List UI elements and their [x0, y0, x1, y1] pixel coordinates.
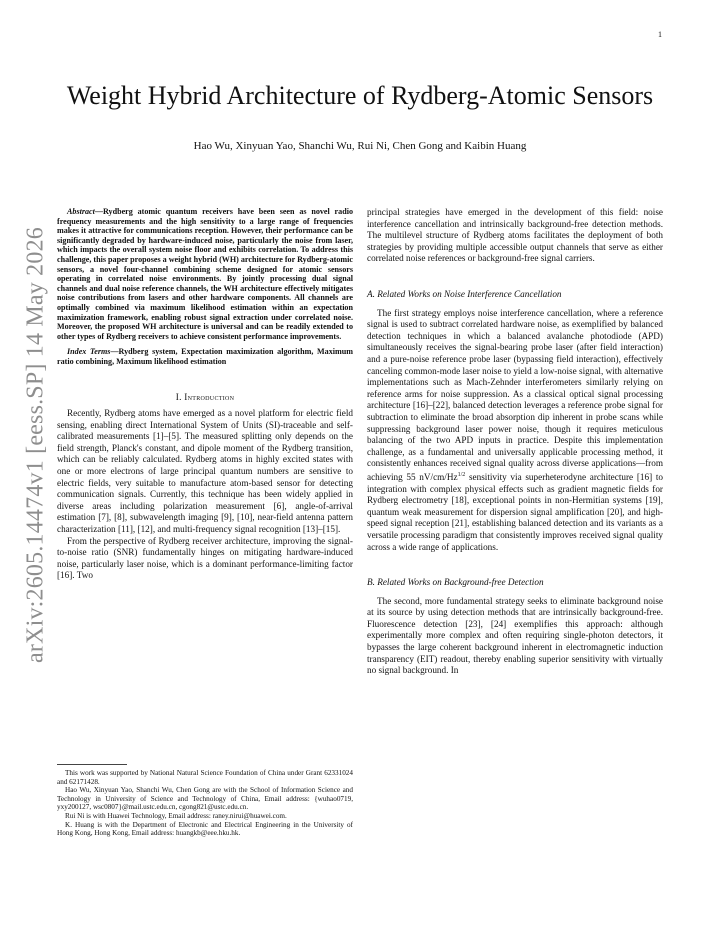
arxiv-watermark — [22, 205, 50, 685]
footnote-rule — [57, 764, 127, 765]
footnote-huawei-author: Rui Ni is with Huawei Technology, Email address: raney.nirui@huawei.com. — [65, 811, 287, 820]
abstract-text: Rydberg atomic quantum receivers have been seen as novel radio frequency measurements and the high sensitivity to a large range of frequencies makes it attractive for communications reception. However, their performance can be significantly degraded by hardware-induced noise, particularly the noise from laser, which impacts the overall system noise floor and exhibits correlation. To address this challenge, this paper proposes a weight hybrid (WH) architecture for Rydberg-atomic sensors, a novel four-channel combining scheme designed for atomic sensors operating in correlated noise environments. By jointly processing dual signal channels and dual noise reference channels, the WH architecture effectively mitigates noise contributions from lasers and other hardware components. All channels are optimally combined via maximum likelihood estimation within an expectation maximization framework, enabling robust signal extraction under correlated noise. Moreover, the proposed WH architecture is universal and can be readily extended to other types of Rydberg receivers to achieve consistent performance improvements. — [57, 207, 353, 341]
left-column — [57, 207, 353, 582]
footnote-hku-author: K. Huang is with the Department of Electronic and Electrical Engineering in the University of Hong Kong, Hong Kong, Email address: huangkb@eee.hku.hk. — [57, 820, 353, 838]
index-terms — [57, 347, 353, 366]
subsection-heading-b: B. Related Works on Background-free Detection — [367, 577, 544, 588]
index-terms-label: Index Terms — [67, 347, 111, 357]
paper-title: Weight Hybrid Architecture of Rydberg-Atomic Sensors — [66, 81, 654, 111]
section-numeral: I. — [175, 391, 182, 402]
footnote-funding: This work was supported by National Natural Science Foundation of China under Grant 62331024 and 62171428. — [57, 769, 353, 786]
right-column — [367, 207, 663, 677]
subsection-a-paragraph — [367, 308, 663, 554]
section-title: Introduction — [184, 391, 235, 402]
right-paragraph-1: principal strategies have emerged in the development of this field: noise interference cancellation and intrinsically background-free detection methods. The multilevel structure of Rydberg atoms facilitates the deployment of both strategies by providing multiple accessible output channels that serve as either correlated noise references or background-free signal carriers. — [367, 207, 663, 264]
section-heading-introduction — [57, 392, 353, 404]
index-terms-text: Rydberg system, Expectation maximization algorithm, Maximum ratio combining, Maximum likelihood estimation — [57, 347, 354, 366]
index-terms-dash: — — [110, 347, 119, 357]
subsection-heading-a: A. Related Works on Noise Interference Cancellation — [367, 288, 562, 299]
intro-paragraph-1: Recently, Rydberg atoms have emerged as a novel platform for electric field sensing, enabling direct International System of Units (SI)-traceable and self-calibrated measurements [1]–[5]. The measured splitting only depends on the field strength, Planck's constant, and dipole moment of the Rydberg transition, which can be reliably calculated. Rydberg atoms in highly excited states with one or more electrons of large principal quantum numbers are sensitive to electric fields, very suitable to manufacture atom-based sensor for detecting communication signals. Currently, this technique has been widely applied in diverse areas including polarization measurement [6], angle-of-arrival estimation [7], [8], subwavelength imaging [9], [10], near-field antenna pattern characterization [11], [12], and multi-frequency signal recognition [13]–[15]. — [57, 408, 353, 535]
subsection-a-text-end: sensitivity via superheterodyne architecture [16] to integration with complex physical effects such as gradient magnetic fields for Rydberg electrometry [18], exceptional points in non-Hermitian systems [19], quantum weak measurement for dispersion signal amplification [20], and high-speed signal reception [21], establishing balanced detection and its variants as a versatile processing paradigm that consistently improves received signal quality across a wide range of applications. — [367, 471, 663, 552]
subsection-b-paragraph: The second, more fundamental strategy seeks to eliminate background noise at its source by using detection methods that are intrinsically background-free. Fluorescence detection [23], [24] exemplifies this approach: although experimentally more complex and often requiring single-photon detectors, it bypasses the large coherent background inherent in electromagnetic induction transparency (EIT) readout, thereby enabling superior sensitivity with virtually no signal background. In — [367, 595, 663, 676]
arxiv-id-label: arXiv:2605.14474v1 [eess.SP] 14 May 2026 — [22, 227, 49, 663]
abstract-label: Abstract — [67, 207, 95, 216]
footnote-ustc-authors: Hao Wu, Xinyuan Yao, Shanchi Wu, Chen Gong are with the School of Information Science and Technology in University of Science and Technology of China, Email address: {wuhao0719, yxy200127, wsc0807}@mail.ustc.edu.cn, cgong821@ustc.edu.cn. — [57, 786, 353, 812]
author-list: Hao Wu, Xinyuan Yao, Shanchi Wu, Rui Ni, Chen Gong and Kaibin Huang — [193, 140, 527, 152]
subsection-a-text: The first strategy employs noise interference cancellation, where a reference signal is used to subtract correlated hardware noise, as exemplified by balanced detection techniques in which a balanced avalanche photodiode (APD) simultaneously receives the signal-bearing probe laser (after field interaction) and a pure-noise reference probe laser (bypassing field interaction), effectively canceling common-mode laser noise to yield a low-noise signal, with alternative implementations such as Mach-Zehnder interferometers similarly relying on reference arms for noise suppression. As a classical optical signal processing architecture [16]–[22], balanced detection leverages a reference probe signal for subtraction to eliminate the broad absorption dip inherent in probe scans while suppressing background laser power noise, though it requires meticulous balancing of the two APD inputs in practice. Despite this implementation challenge, as a fundamental and universally applicable processing method, it consistently enhances received signal quality across diverse applications—from achieving 55 nV/cm/Hz — [367, 307, 663, 482]
intro-paragraph-2: From the perspective of Rydberg receiver architecture, improving the signal-to-noise ratio (SNR) fundamentally hinges on mitigating hardware-induced noise, particularly laser noise, which is a dominant performance-limiting factor [16]. Two — [57, 535, 353, 581]
exponent: 1/2 — [457, 471, 466, 478]
abstract-dash: — — [94, 207, 103, 216]
footnotes — [57, 764, 353, 838]
page-number: 1 — [658, 30, 662, 39]
abstract — [57, 207, 353, 341]
